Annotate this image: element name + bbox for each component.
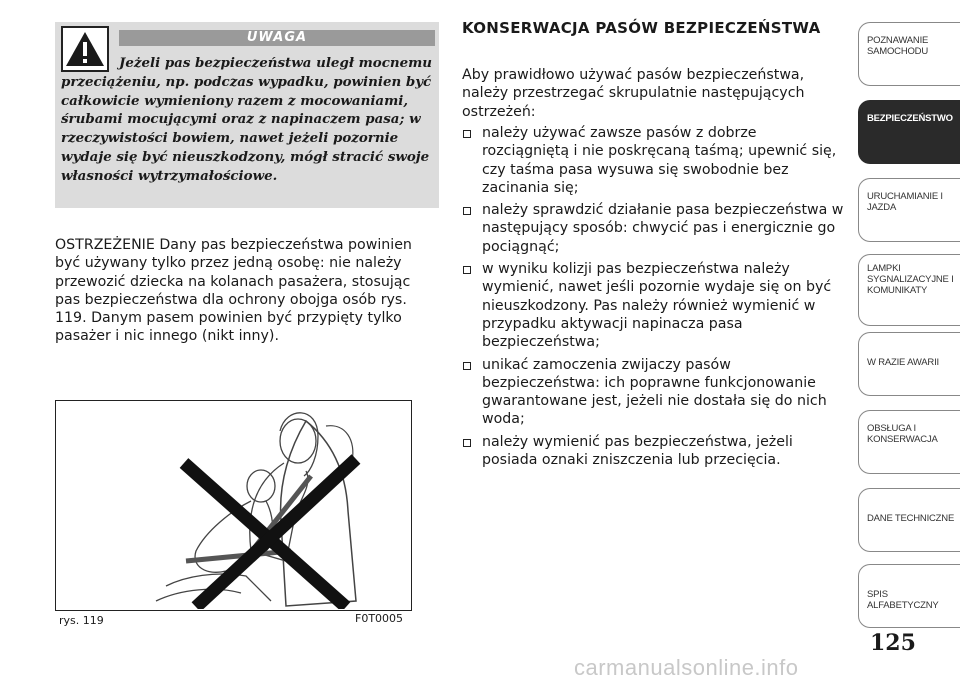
list-item: należy wymienić pas bezpieczeństwa, jeżeli posiada oznaki zniszczenia lub przecięcia. (462, 433, 847, 470)
tab-uruchamianie-i-jazda[interactable]: URUCHAMIANIE I JAZDA (858, 178, 960, 242)
tab-lampki-sygnalizacyjne[interactable]: LAMPKI SYGNALIZACYJNE I KOMUNIKATY (858, 254, 960, 326)
warning-box (55, 22, 439, 208)
list-item: należy używać zawsze pasów z dobrze rozciągniętą i nie poskręcaną taśmą; upewnić się, czy taśma pasa wysuwa się swobodnie bez zacinania się; (462, 124, 847, 197)
section-intro: Aby prawidłowo używać pasów bezpieczeństwa, należy przestrzegać skrupulatnie następujących ostrzeżeń: (462, 67, 805, 120)
tab-bezpieczenstwo[interactable]: BEZPIECZEŃSTWO (858, 100, 960, 164)
tab-obsluga-i-konserwacja[interactable]: OBSŁUGA I KONSERWACJA (858, 410, 960, 474)
checkbox-bullet-icon (463, 130, 471, 138)
maintenance-list (462, 124, 847, 473)
checkbox-bullet-icon (463, 266, 471, 274)
seatbelt-warning-paragraph: OSTRZEŻENIE Dany pas bezpieczeństwa powinien być używany tylko przez jedną osobę: nie należy przewozić dziecka na kolanach pasażera, stosując pas bezpieczeństwa dla ochrony obojga osób rys. 119. Danym pasem powinien być przypięty tylko pasażer i nic innego (nikt inny). (55, 237, 412, 345)
warning-text: Jeżeli pas bezpieczeństwa uległ mocnemu przeciążeniu, np. podczas wypadku, powinien być całkowicie wymieniony razem z mocowaniami, śrubami mocującymi oraz z napinaczem pasa; w rzeczywistości bowiem, nawet jeżeli pozornie wydaje się być nieuszkodzony, mógł stracić swoje własności wytrzymałościowe. (61, 55, 433, 184)
tab-poznawanie-samochodu[interactable]: POZNAWANIE SAMOCHODU (858, 22, 960, 86)
checkbox-bullet-icon (463, 362, 471, 370)
checkbox-bullet-icon (463, 207, 471, 215)
list-item: unikać zamoczenia zwijaczy pasów bezpieczeństwa: ich poprawne funkcjonowanie gwarantowane jest, jeżeli nie dostała się do nich woda; (462, 356, 847, 429)
tab-spis-alfabetyczny[interactable]: SPIS ALFABETYCZNY (858, 564, 960, 628)
checkbox-bullet-icon (463, 439, 471, 447)
figure-code: F0T0005 (355, 612, 404, 625)
warning-heading: UWAGA (119, 30, 435, 46)
section-title: KONSERWACJA PASÓW BEZPIECZEŃSTWA (462, 19, 821, 37)
child-on-lap-illustration (56, 401, 410, 609)
tab-w-razie-awarii[interactable]: W RAZIE AWARII (858, 332, 960, 396)
list-item: należy sprawdzić działanie pasa bezpieczeństwa w następujący sposób: chwycić pas i energicznie go pociągnąć; (462, 201, 847, 256)
page-number: 125 (870, 630, 916, 656)
tab-dane-techniczne[interactable]: DANE TECHNICZNE (858, 488, 960, 552)
list-item: w wyniku kolizji pas bezpieczeństwa należy wymienić, nawet jeśli pozornie wydaje się on być nieuszkodzony. Pas należy również wymienić w przypadku aktywacji napinacza pasa bezpieczeństwa; (462, 260, 847, 351)
watermark: carmanualsonline.info (574, 655, 799, 680)
figure-119 (55, 400, 412, 611)
figure-label: rys. 119 (59, 614, 104, 627)
